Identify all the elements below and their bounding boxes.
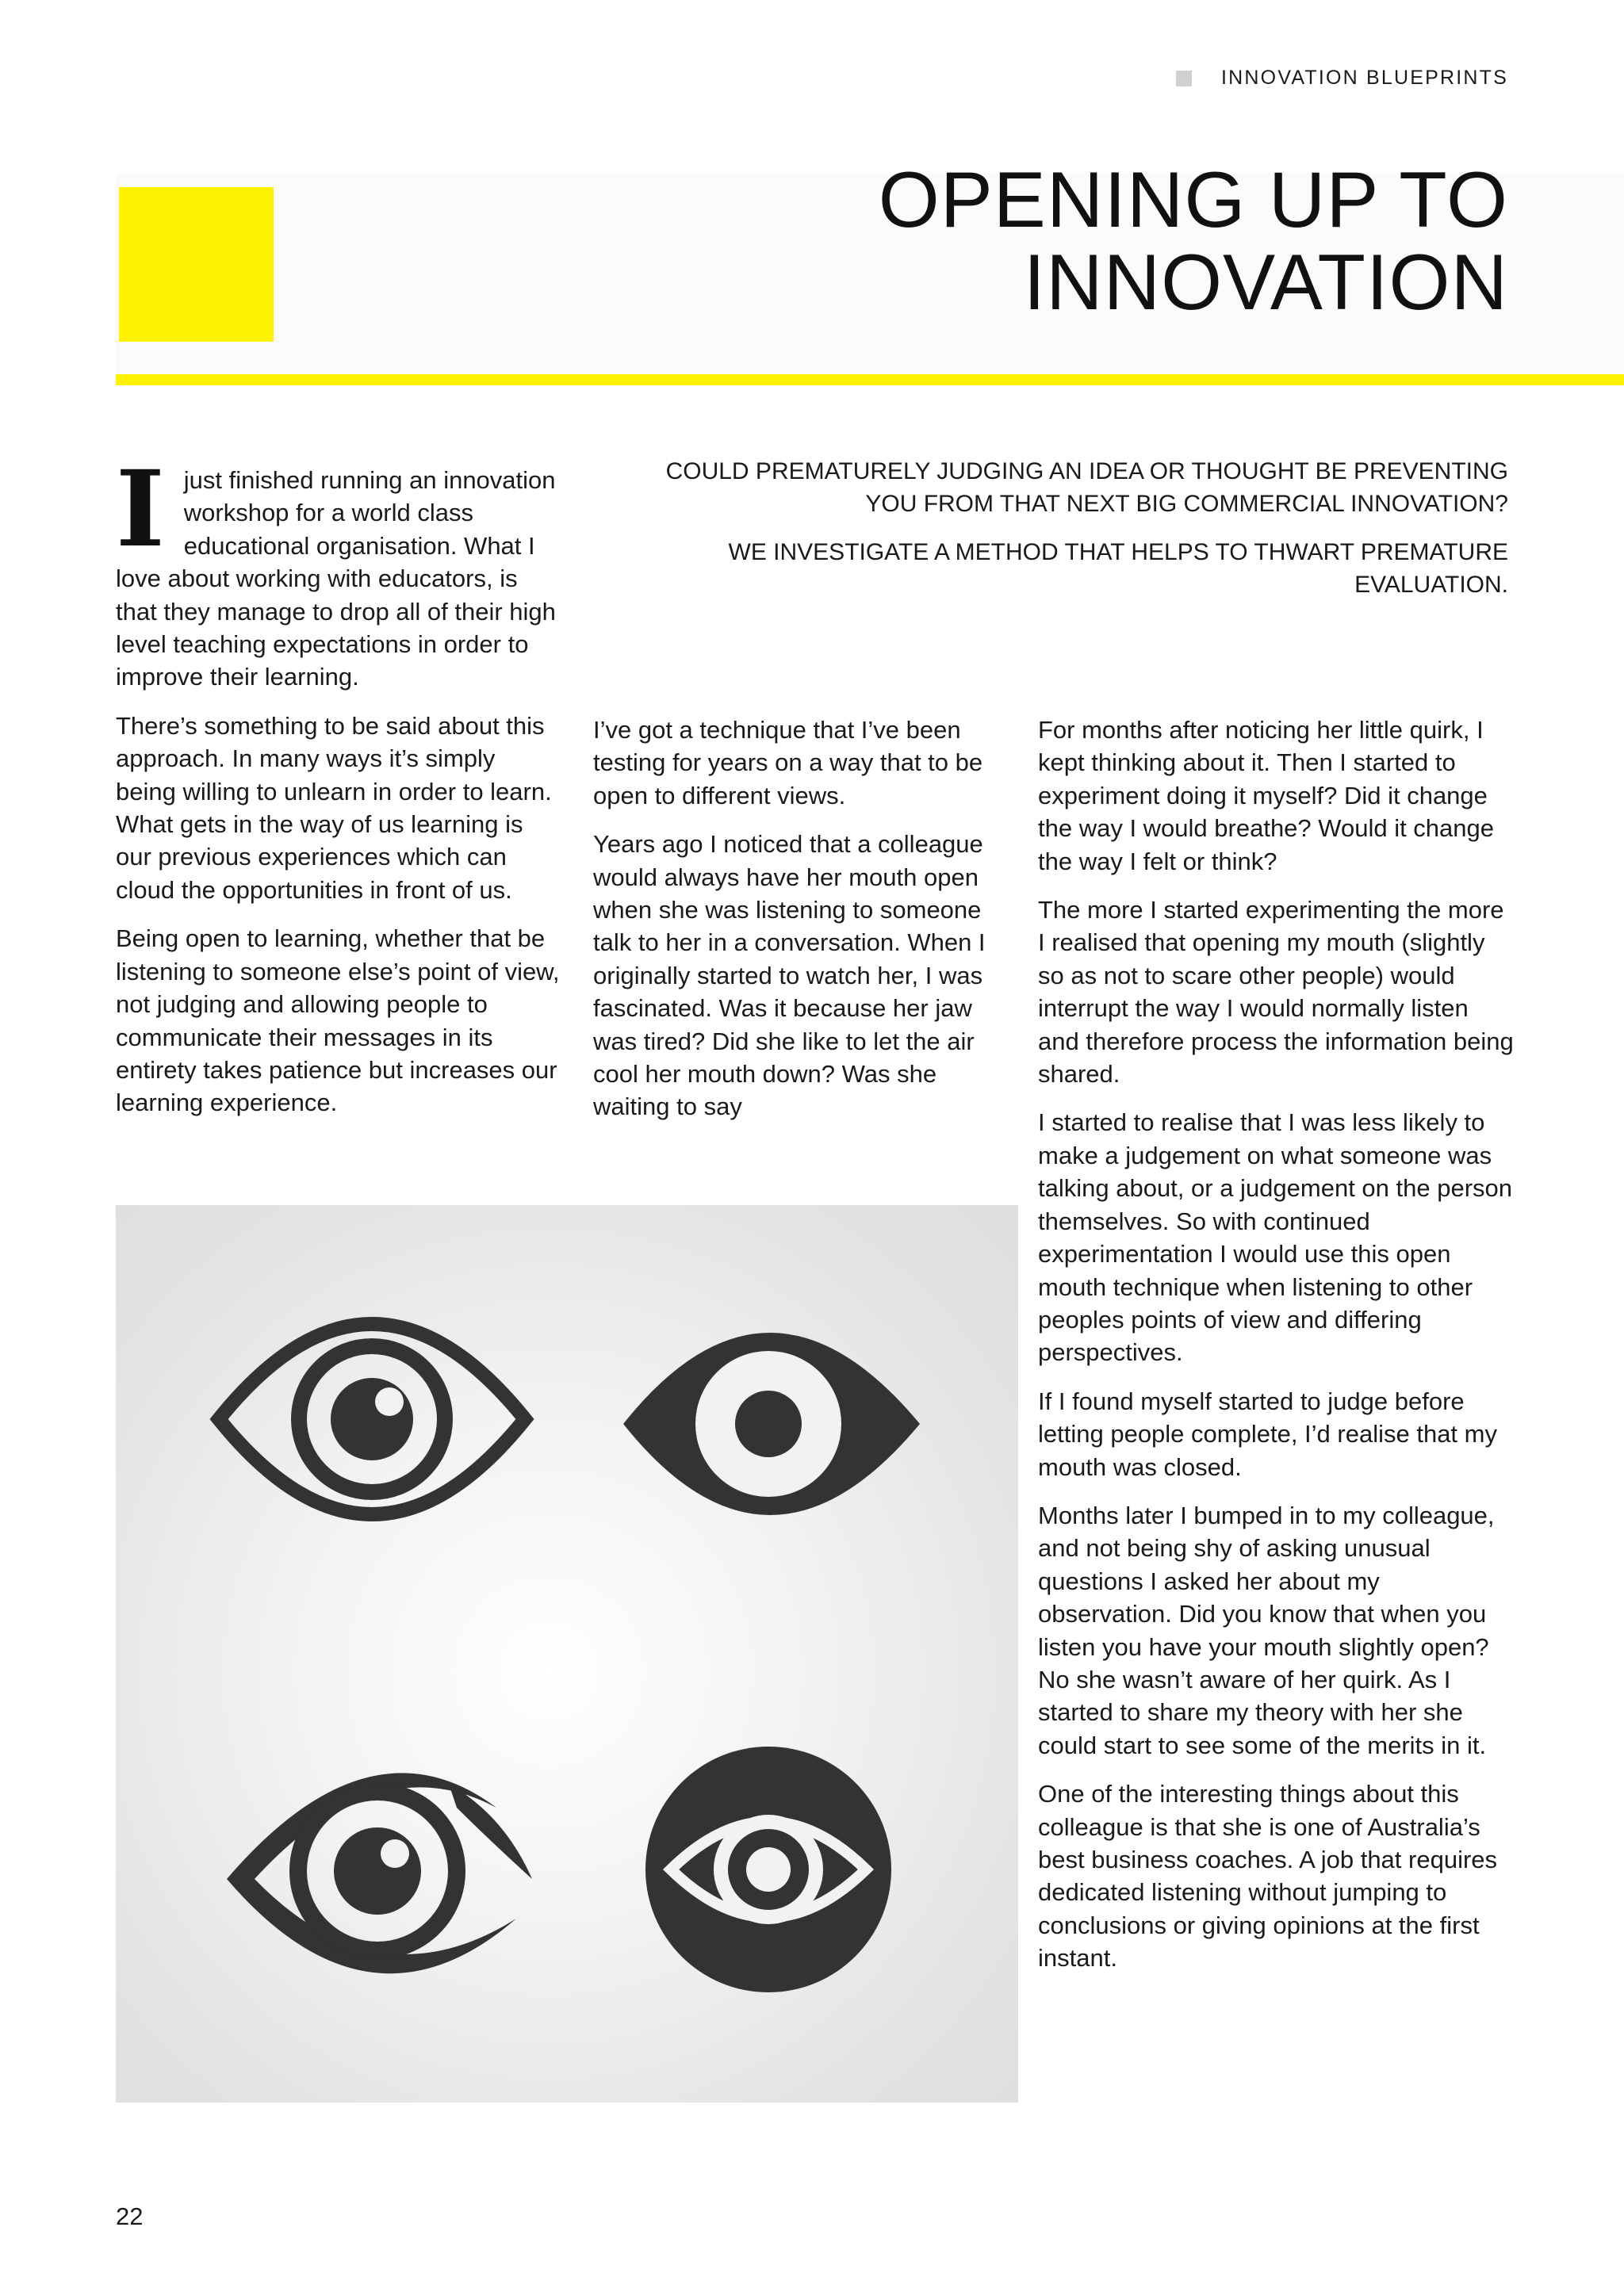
- article-paragraph: If I found myself started to judge before letting people complete, I’d realise that my mouth was closed.: [1038, 1387, 1497, 1481]
- eye-outline-icon: [219, 1324, 525, 1514]
- header-section-label: [1176, 67, 1508, 90]
- article-column-2: [593, 714, 990, 1139]
- eye-stylised-icon: [227, 1773, 532, 1973]
- eye-icons-svg: [116, 1205, 1018, 2103]
- article-paragraph: I’ve got a technique that I’ve been testing for years on a way that to be open to different views.: [593, 716, 983, 809]
- header-section-text: INNOVATION BLUEPRINTS: [1221, 67, 1508, 89]
- article-paragraph: [116, 448, 560, 694]
- article-paragraph: The more I started experimenting the more I realised that opening my mouth (slightly so as not to scare other people) would interrupt the way I would normally listen and therefore process the information being shared.: [1038, 896, 1514, 1089]
- accent-square: [119, 187, 274, 342]
- article-paragraph: Years ago I noticed that a colleague would always have her mouth open when she was listening to someone talk to her in a conversation. When I originally started to watch her, I was fascinated. Was it because her jaw was tired? Did she like to let the air cool her mouth down? Was she waiting to say: [593, 830, 986, 1121]
- title-line-1: OPENING UP TO: [878, 155, 1508, 243]
- drop-cap: I: [116, 448, 165, 571]
- article-paragraph: Months later I bumped in to my colleague, and not being shy of asking unusual questions I asked her about my observation. Did you know that when you listen you have your mouth slightly open? No she wasn’t aware of her quirk. As I started to share my theory with her she could start to see some of the merits in it.: [1038, 1501, 1495, 1759]
- page-number: 22: [116, 2202, 144, 2230]
- opening-text: just finished running an innovation workshop for a world class educational organisation. What I love about working with educators, is that they manage to drop all of their high level teaching expectations in order to improve their learning.: [116, 466, 556, 691]
- header-marker-square: [1176, 71, 1192, 86]
- accent-rule: [116, 374, 1624, 385]
- article-column-1: [116, 448, 560, 1135]
- article-paragraph: For months after noticing her little quirk, I kept thinking about it. Then I started to experiment doing it myself? Did it change the way I would breathe? Would it change the way I felt or think?: [1038, 716, 1495, 875]
- standfirst-statement: WE INVESTIGATE A METHOD THAT HELPS TO THWART PREMATURE EVALUATION.: [728, 539, 1508, 598]
- standfirst: [620, 455, 1508, 617]
- page-title: [878, 155, 1508, 326]
- article-paragraph: Being open to learning, whether that be listening to someone else’s point of view, not judging and allowing people to communicate their messages in its entirety takes patience but increases our learning experience.: [116, 924, 560, 1117]
- article-paragraph: I started to realise that I was less likely to make a judgement on what someone was talking about, or a judgement on the person themselves. So with continued experimentation I would use this open mouth technique when listening to other peoples points of view and differing perspectives.: [1038, 1108, 1513, 1367]
- eye-icons-illustration: [116, 1205, 1018, 2103]
- eye-solid-icon: [623, 1333, 920, 1515]
- title-line-2: INNOVATION: [1023, 238, 1508, 326]
- article-paragraph: One of the interesting things about this colleague is that she is one of Australia’s best business coaches. A job that requires dedicated listening without jumping to conclusions or giving opinions at the first instant.: [1038, 1780, 1498, 1973]
- standfirst-question: COULD PREMATURELY JUDGING AN IDEA OR THOUGHT BE PREVENTING YOU FROM THAT NEXT BIG COMMERCIAL INNOVATION?: [665, 458, 1508, 517]
- article-paragraph: There’s something to be said about this approach. In many ways it’s simply being willing to unlearn in order to learn. What gets in the way of us learning is our previous experiences which can cloud the opportunities in front of us.: [116, 711, 552, 904]
- article-column-3: [1038, 714, 1514, 1991]
- eye-in-circle-icon: [645, 1747, 891, 1992]
